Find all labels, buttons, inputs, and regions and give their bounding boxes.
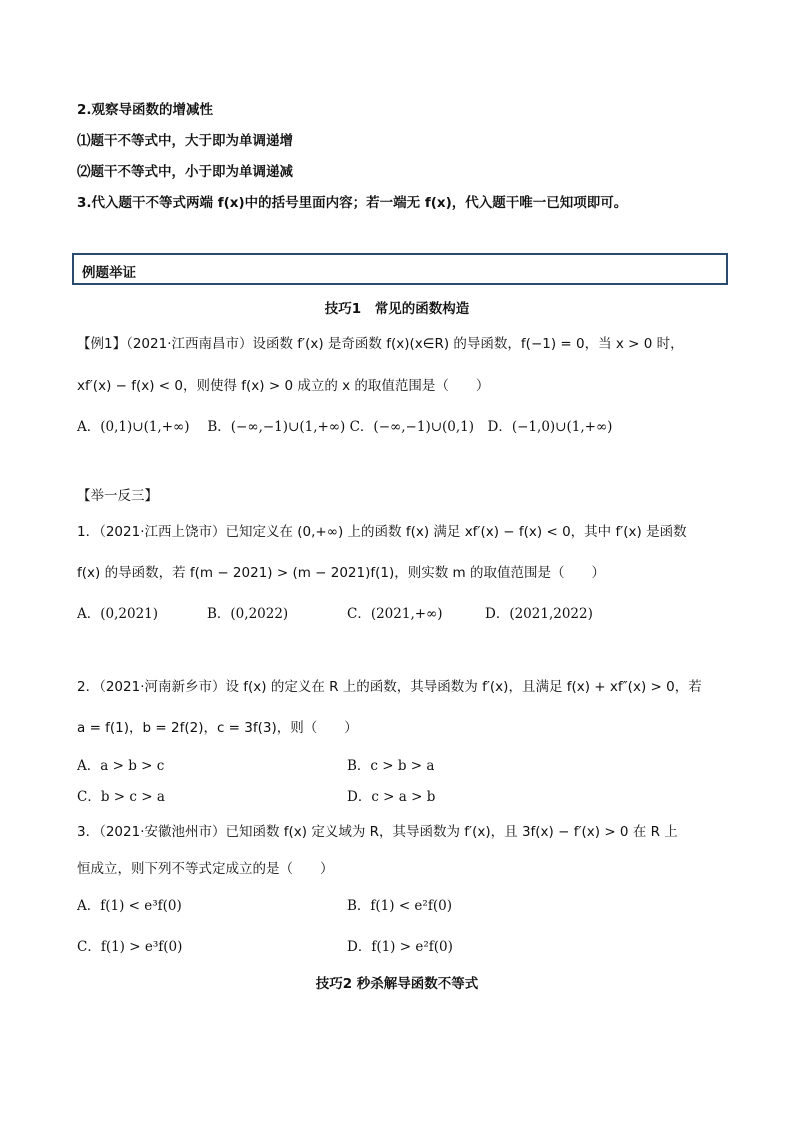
intro-item-3: 3.代入题干不等式两端 f(x)中的括号里面内容；若一端无 f(x)，代入题干唯一已知项即可。 xyxy=(77,195,628,211)
q2-line2: a = f(1)，b = 2f(2)，c = 3f(3)，则（ ） xyxy=(77,720,358,736)
q1-option-d: D．(2021,2022) xyxy=(485,606,593,622)
intro-item-2b: ⑵题干不等式中，小于即为单调递减 xyxy=(77,164,293,180)
skill2-title: 技巧2 秒杀解导函数不等式 xyxy=(315,976,479,992)
q1-option-b: B．(0,2022) xyxy=(207,606,289,622)
q2-option-b: B．c > b > a xyxy=(347,758,435,774)
example1-options: A．(0,1)∪(1,+∞) B．(−∞,−1)∪(1,+∞) C．(−∞,−1)∪(0,1) D．(−1,0)∪(1,+∞) xyxy=(77,419,613,435)
example1-line2: xf′(x) − f(x) < 0，则使得 f(x) > 0 成立的 x 的取值范围是（ ） xyxy=(77,378,490,394)
q1-option-c: C．(2021,+∞) xyxy=(347,606,443,622)
q3-option-d: D．f(1) > e²f(0) xyxy=(347,939,453,955)
q3-option-c: C．f(1) > e³f(0) xyxy=(77,939,183,955)
q2-option-a: A．a > b > c xyxy=(77,758,165,774)
intro-item-2: 2.观察导函数的增减性 xyxy=(77,102,214,118)
q2-option-d: D．c > a > b xyxy=(347,789,436,805)
q3-line2: 恒成立，则下列不等式定成立的是（ ） xyxy=(77,861,334,877)
q3-option-b: B．f(1) < e²f(0) xyxy=(347,898,452,914)
skill1-title: 技巧1 常见的函数构造 xyxy=(324,301,470,317)
q2-option-c: C．b > c > a xyxy=(77,789,165,805)
section-box xyxy=(72,253,728,285)
section-box-label: 例题举证 xyxy=(82,265,136,281)
practice-title: 【举一反三】 xyxy=(77,488,158,504)
q3-option-a: A．f(1) < e³f(0) xyxy=(77,898,182,914)
intro-item-2a: ⑴题干不等式中，大于即为单调递增 xyxy=(77,133,293,149)
q1-line1: 1．（2021·江西上饶市）已知定义在 (0,+∞) 上的函数 f(x) 满足 xf′(x) − f(x) < 0，其中 f′(x) 是函数 xyxy=(77,524,687,540)
q1-option-a: A．(0,2021) xyxy=(77,606,159,622)
q1-line2: f(x) 的导函数，若 f(m − 2021) > (m − 2021)f(1)，则实数 m 的取值范围是（ ） xyxy=(77,565,605,581)
q2-line1: 2．（2021·河南新乡市）设 f(x) 的定义在 R 上的函数，其导函数为 f′(x)，且满足 f(x) + xf″(x) > 0，若 xyxy=(77,679,702,695)
q3-line1: 3．（2021·安徽池州市）已知函数 f(x) 定义域为 R，其导函数为 f′(x)，且 3f(x) − f′(x) > 0 在 R 上 xyxy=(77,824,678,840)
example1-line1: 【例1】（2021·江西南昌市）设函数 f′(x) 是奇函数 f(x)(x∈R) 的导函数，f(−1) = 0，当 x > 0 时， xyxy=(77,336,684,352)
